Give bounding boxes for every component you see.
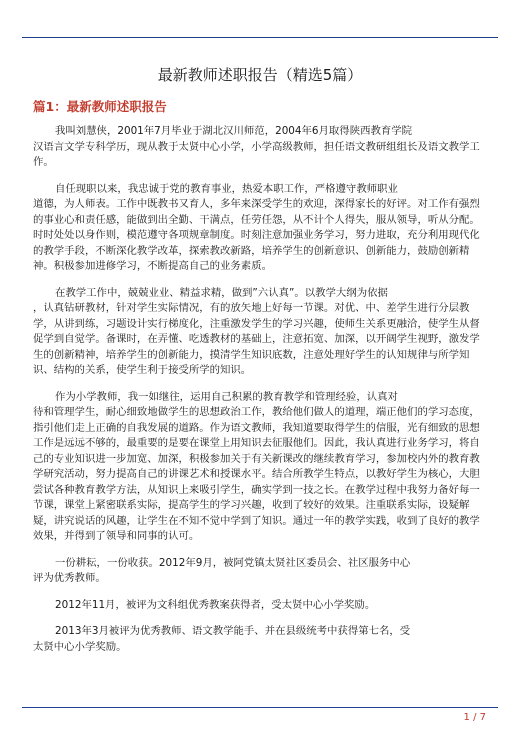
paragraph: 2012年11月，被评为文科组优秀教案获得者，受太贤中心小学奖励。	[55, 598, 376, 611]
paragraph: 自任现职以来，我忠诚于党的教育事业，热爱本职工作，严格遵守教师职业 道德，为人师表。工作中既教书又育人，多年来深受学生的欢迎，深得家长的好评。对工作有强烈的事业心和责任感，能做到出全勤、干满点，任劳任怨，从不计个人得失，服从领导，听从分配。时时处处以身作则，模范遵守各项规章制度。时刻注意加强业务学习，努力进取，充分利用现代化的教学手段，不断深化教学改革，探索教改新路，培养学生的创新意识、创新能力，鼓励创新精神。积极参加进修学习，不断提高自己的业务素质。	[33, 182, 480, 272]
document-title: 最新教师述职报告（精选5篇）	[157, 66, 363, 84]
paragraph: 我叫刘慧侠，2001年7月毕业于湖北汉川师范，2004年6月取得陕西教育学院 汉语言文学专科学历，现从教于太贤中心小学，小学高级教师，担任语文教研组组长及语文教学工作。	[33, 125, 480, 168]
paragraph: 作为小学教师，我一如继往，运用自己积累的教育教学和管理经验，认真对 待和管理学生，耐心细致地做学生的思想政治工作，教给他们做人的道理，端正他们的学习态度，指引他们走上正确的自我发展的道路。作为语文教师，我知道要取得学生的信服，光有细致的思想工作是远远不够的，最重要的是要在课堂上用知识去征服他们。因此，我认真进行业务学习，将自己的专业知识进一步加宽、加深，积极参加关于有关新课改的继续教育学习，参加校内外的教育教学研究活动，努力提高自己的讲课艺术和授课水平。结合所教学生特点，以教好学生为核心，大胆尝试各种教育教学方法，从知识上来吸引学生，确实学到一技之长。在教学过程中我努力备好每一节课，课堂上紧密联系实际，提高学生的学习兴趣，收到了较好的效果。注重联系实际，设疑解疑，讲究说话的风趣，让学生在不知不觉中学到了知识。通过一年的教学实践，收到了良好的教学效果，并得到了领导和同事的认可。	[33, 390, 480, 542]
paragraph: 2013年3月被评为优秀教师、语文教学能手、并在县级统考中获得第七名，受 太贤中心小学奖励。	[33, 625, 411, 653]
footer-rule	[22, 707, 498, 708]
page-indicator: 1 / 7	[463, 712, 486, 723]
document-body	[33, 124, 489, 666]
section-heading: 篇1：最新教师述职报告	[33, 99, 167, 114]
header-rule	[22, 37, 498, 38]
paragraph: 一份耕耘，一份收获。2012年9月，被阿党镇太贤社区委员会、社区服务中心 评为优秀教师。	[33, 556, 411, 584]
paragraph: 在教学工作中，兢兢业业、精益求精，做到”六认真”。以教学大纲为依据 ，认真钻研教材，针对学生实际情况，有的放矢地上好每一节课。对优、中、差学生进行分层教学，从讲到练，习题设计实行梯度化，注重激发学生的学习兴趣，使师生关系更融洽，使学生从督促学到自觉学。备课时，在弄懂、吃透教材的基础上，注意拓宽、加深，以开阔学生视野，激发学生的创新精神，培养学生的创新能力，摸清学生知识底数，注意处理好学生的认知规律与所学知识、结构的关系，使学生利于接受所学的知识。	[33, 286, 480, 376]
